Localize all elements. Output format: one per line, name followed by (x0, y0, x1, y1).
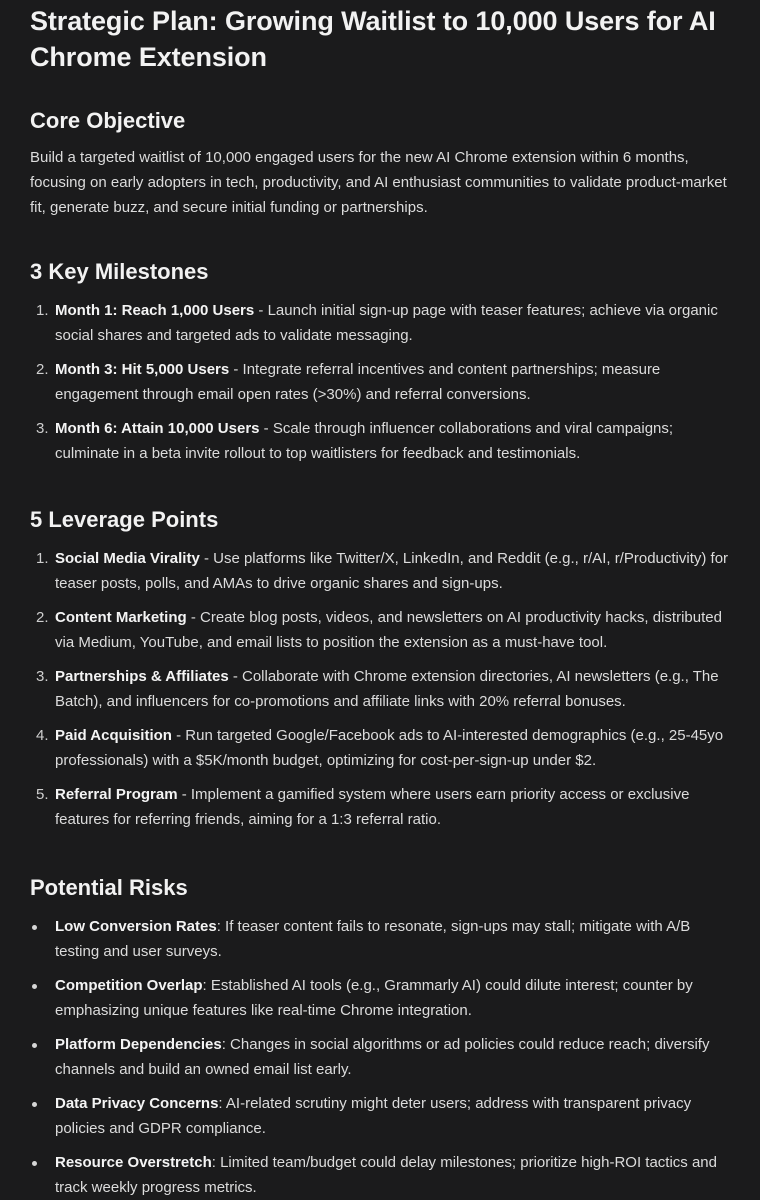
leverage-text: - Use platforms like Twitter/X, LinkedIn, and Reddit (e.g., r/AI, r/Productivity) for teaser posts, polls, and AMAs to drive organic shares and sign-ups. (55, 550, 729, 592)
milestone-title: Month 1: Reach 1,000 Users (55, 302, 255, 319)
risk-text: : AI-related scrutiny might deter users; address with transparent privacy policies and GDPR compliance. (55, 1095, 692, 1137)
core-objective-text: Build a targeted waitlist of 10,000 engaged users for the new AI Chrome extension within 6 months, focusing on early adopters in tech, productivity, and AI enthusiast communities to validate product-market fit, generate buzz, and secure initial funding or partnerships. (30, 149, 727, 216)
risk-title: Resource Overstretch (55, 1154, 212, 1171)
list-number: 3. (36, 668, 49, 685)
milestone-title: Month 6: Attain 10,000 Users (55, 420, 260, 437)
leverage-title: Referral Program (55, 786, 178, 803)
leverage-text: - Collaborate with Chrome extension directories, AI newsletters (e.g., The Batch), and influencers for co-promotions and affiliate links with 20% referral bonuses. (55, 668, 719, 710)
leverage-item (30, 605, 732, 655)
leverage-text: - Run targeted Google/Facebook ads to AI-interested demographics (e.g., 25-45yo professionals) with a $5K/month budget, optimizing for cost-per-sign-up under $2. (55, 727, 724, 769)
risk-item (30, 1150, 732, 1200)
milestone-title: Month 3: Hit 5,000 Users (55, 361, 230, 378)
milestone-text: - Integrate referral incentives and content partnerships; measure engagement through email open rates (>30%) and referral conversions. (55, 361, 661, 403)
page-title: Strategic Plan: Growing Waitlist to 10,000 Users for AI Chrome Extension (30, 6, 716, 72)
risk-item (30, 1091, 732, 1141)
core-objective-heading: Core Objective (30, 108, 186, 133)
milestones-list (30, 298, 732, 466)
leverage-title: Content Marketing (55, 609, 187, 626)
risk-title: Low Conversion Rates (55, 918, 217, 935)
risk-item (30, 914, 732, 964)
milestones-heading: 3 Key Milestones (30, 259, 209, 284)
milestone-text: - Scale through influencer collaborations and viral campaigns; culminate in a beta invite rollout to top waitlisters for feedback and testimonials. (55, 420, 674, 462)
bullet-icon (32, 925, 37, 930)
leverage-item (30, 782, 732, 832)
risk-text: : Changes in social algorithms or ad policies could reduce reach; diversify channels and build an owned email list early. (55, 1036, 710, 1078)
list-number: 2. (36, 609, 49, 626)
bullet-icon (32, 1161, 37, 1166)
risks-section (30, 874, 732, 1200)
core-objective-section (30, 107, 732, 220)
risks-list (30, 914, 732, 1200)
leverage-title: Partnerships & Affiliates (55, 668, 229, 685)
milestones-section (30, 258, 732, 466)
leverage-section (30, 506, 732, 832)
risk-text: : Limited team/budget could delay milestones; prioritize high-ROI tactics and track weekly progress metrics. (55, 1154, 717, 1196)
risk-title: Competition Overlap (55, 977, 203, 994)
leverage-list (30, 546, 732, 832)
milestone-text: - Launch initial sign-up page with teaser features; achieve via organic social shares and targeted ads to validate messaging. (55, 302, 718, 344)
leverage-text: - Create blog posts, videos, and newsletters on AI productivity hacks, distributed via Medium, YouTube, and email lists to position the extension as a must-have tool. (55, 609, 722, 651)
milestone-item (30, 298, 732, 348)
list-number: 1. (36, 550, 49, 567)
list-number: 2. (36, 361, 49, 378)
risks-heading: Potential Risks (30, 875, 188, 900)
bullet-icon (32, 984, 37, 989)
risk-item (30, 973, 732, 1023)
milestone-item (30, 357, 732, 407)
list-number: 4. (36, 727, 49, 744)
risk-title: Data Privacy Concerns (55, 1095, 219, 1112)
leverage-title: Paid Acquisition (55, 727, 172, 744)
milestone-item (30, 416, 732, 466)
risk-text: : If teaser content fails to resonate, sign-ups may stall; mitigate with A/B testing and user surveys. (55, 918, 691, 960)
list-number: 5. (36, 786, 49, 803)
leverage-heading: 5 Leverage Points (30, 507, 219, 532)
leverage-item (30, 723, 732, 773)
leverage-title: Social Media Virality (55, 550, 200, 567)
risk-text: : Established AI tools (e.g., Grammarly AI) could dilute interest; counter by emphasizing unique features like real-time Chrome integration. (55, 977, 693, 1019)
list-number: 1. (36, 302, 49, 319)
leverage-text: - Implement a gamified system where users earn priority access or exclusive features for referring friends, aiming for a 1:3 referral ratio. (55, 786, 690, 828)
bullet-icon (32, 1043, 37, 1048)
list-number: 3. (36, 420, 49, 437)
risk-item (30, 1032, 732, 1082)
leverage-item (30, 546, 732, 596)
bullet-icon (32, 1102, 37, 1107)
leverage-item (30, 664, 732, 714)
risk-title: Platform Dependencies (55, 1036, 222, 1053)
